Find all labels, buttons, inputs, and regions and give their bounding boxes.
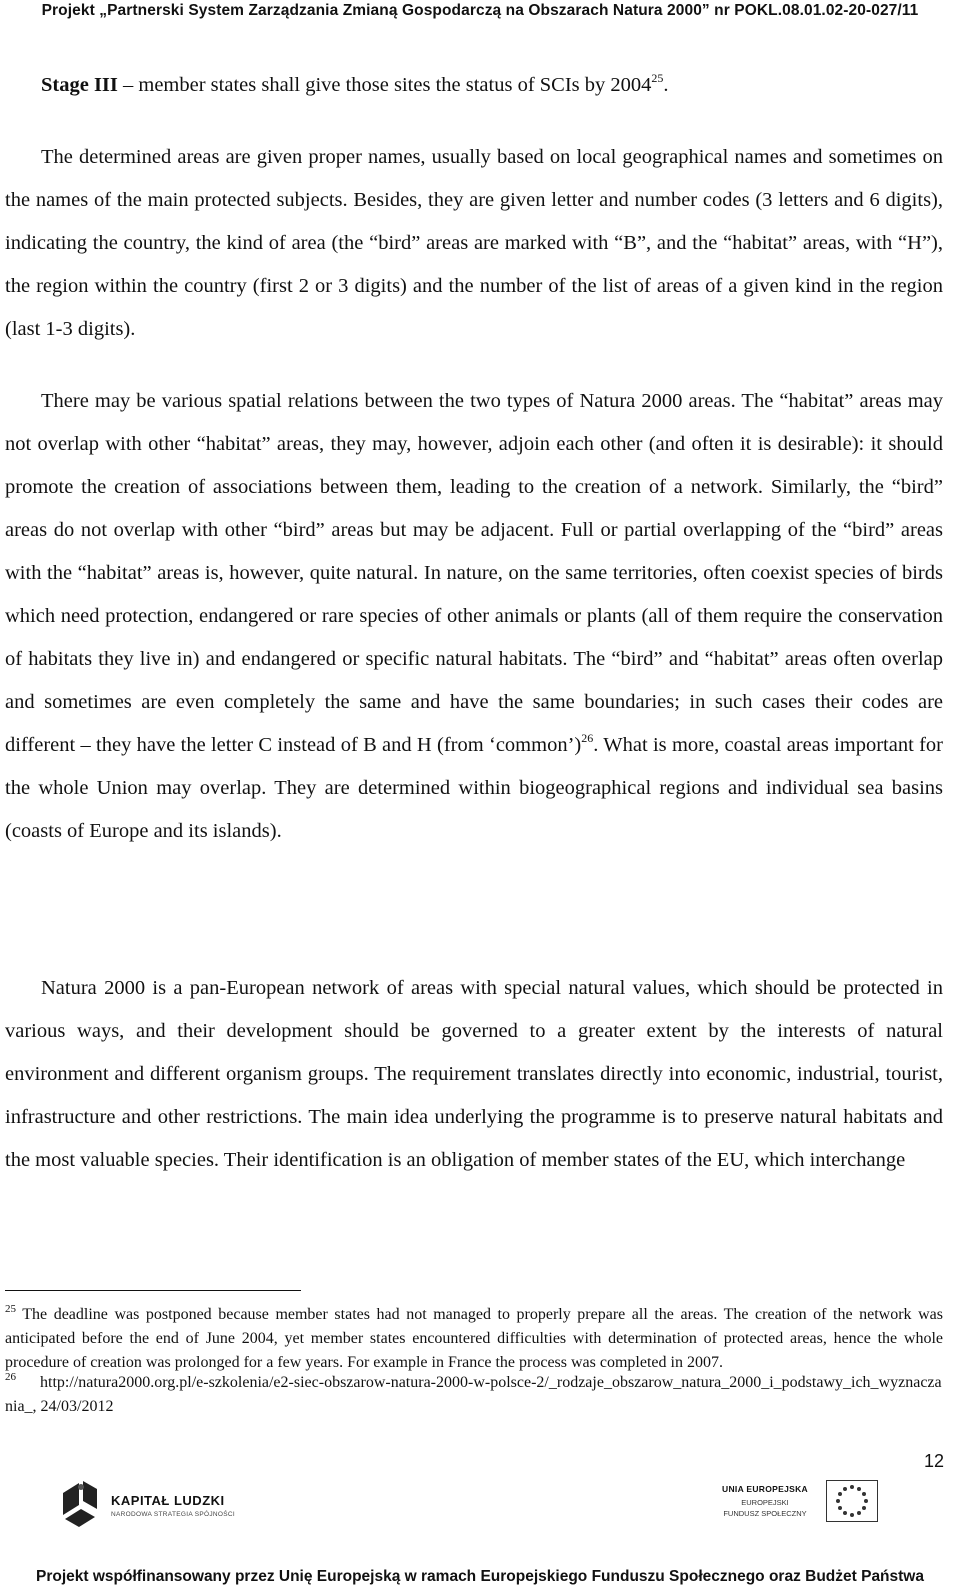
footnote-link[interactable]: http://natura2000.org.pl/e-szkolenia/e2-siec-obszarow-natura-2000-w-polsce-2/_rodzaje_obszarow_natura_2000_i_podstawy_ich_wyznaczania_, 24/03/2012 bbox=[5, 1374, 942, 1415]
footnote-25 bbox=[5, 1303, 943, 1375]
page-number: 12 bbox=[923, 1451, 944, 1471]
footnote-divider bbox=[5, 1290, 301, 1291]
kapital-ludzki-subtitle: NARODOWA STRATEGIA SPÓJNOŚCI bbox=[111, 1511, 235, 1518]
stage-end: . bbox=[663, 74, 669, 96]
stage-label: Stage III bbox=[41, 74, 118, 96]
eu-logo-line2: EUROPEJSKI bbox=[741, 1498, 789, 1507]
stage-line bbox=[5, 64, 943, 107]
eu-logo-line3: FUNDUSZ SPOŁECZNY bbox=[723, 1509, 807, 1518]
footnote-ref-26[interactable]: 26 bbox=[581, 731, 594, 745]
paragraph-1-text: The determined areas are given proper names, usually based on local geographical names and sometimes on the names of the main protected subjects. Besides, they are given letter and number codes (3 letters and 6 digits), indicating the country, the kind of area (the “bird” areas are marked with “B”, and the “habitat” areas, with “H”), the region within the country (first 2 or 3 digits) and the number of the list of areas of a given kind in the region (last 1-3 digits). bbox=[5, 146, 943, 340]
footnotes bbox=[5, 1303, 943, 1419]
paragraph-2-text-b: . What is more, coastal areas important for the whole Union may overlap. They are determined within biogeographical regions and individual sea basins (coasts of Europe and its islands). bbox=[5, 734, 943, 842]
paragraph-2-text-a: There may be various spatial relations between the two types of Natura 2000 areas. The “habitat” areas may not overlap with other “habitat” areas, they may, however, adjoin each other (and often it is desirable): it should promote the creation of associations between them, leading to the creation of a network. Similarly, the “bird” areas do not overlap with other “bird” areas but may be adjacent. Full or partial overlapping of the “bird” areas with the “habitat” areas is, however, quite natural. In nature, on the same territories, often coexist species of birds which need protection, endangered or rare species of other animals or plants (all of them require the conservation of habitats they live in) and endangered or specific natural habitats. The “bird” and “habitat” areas often overlap and sometimes are even completely the same and have the same boundaries; in such cases their codes are different – they have the letter C instead of B and H (from ‘common’) bbox=[5, 390, 943, 756]
paragraph-1 bbox=[5, 136, 943, 351]
eu-logo-line1: UNIA EUROPEJSKA bbox=[722, 1484, 808, 1494]
eu-flag-icon bbox=[826, 1480, 878, 1522]
paragraph-2 bbox=[5, 380, 943, 853]
paragraph-3 bbox=[5, 967, 943, 1182]
footnote-number: 25 bbox=[5, 1303, 16, 1315]
kapital-ludzki-logo bbox=[55, 1475, 255, 1535]
stage-text: – member states shall give those sites the status of SCIs by 2004 bbox=[117, 74, 652, 96]
page-header: Projekt „Partnerski System Zarządzania Zmianą Gospodarczą na Obszarach Natura 2000” nr POKL.08.01.02-20-027/11 bbox=[41, 2, 919, 19]
kapital-ludzki-title: KAPITAŁ LUDZKI bbox=[111, 1493, 225, 1508]
footnote-number: 26 bbox=[5, 1371, 16, 1383]
footnote-26 bbox=[5, 1371, 943, 1419]
page-footer: Projekt współfinansowany przez Unię Europejską w ramach Europejskiego Funduszu Społecznego oraz Budżet Państwa bbox=[36, 1568, 924, 1585]
footnote-ref-25[interactable]: 25 bbox=[651, 71, 664, 85]
paragraph-3-text: Natura 2000 is a pan-European network of areas with special natural values, which should be protected in various ways, and their development should be governed to a greater extent by the interests of natural environment and different organism groups. The requirement translates directly into economic, industrial, tourist, infrastructure and other restrictions. The main idea underlying the programme is to preserve natural habitats and the most valuable species. Their identification is an obligation of member states of the EU, which interchange bbox=[5, 977, 943, 1171]
eu-logo bbox=[710, 1478, 890, 1538]
footnote-text: The deadline was postponed because member states had not managed to properly prepare all the areas. The creation of the network was anticipated before the end of June 2004, yet member states encountered difficulties with determination of protected areas, hence the whole procedure of creation was prolonged for a few years. For example in France the process was completed in 2007. bbox=[5, 1306, 943, 1371]
